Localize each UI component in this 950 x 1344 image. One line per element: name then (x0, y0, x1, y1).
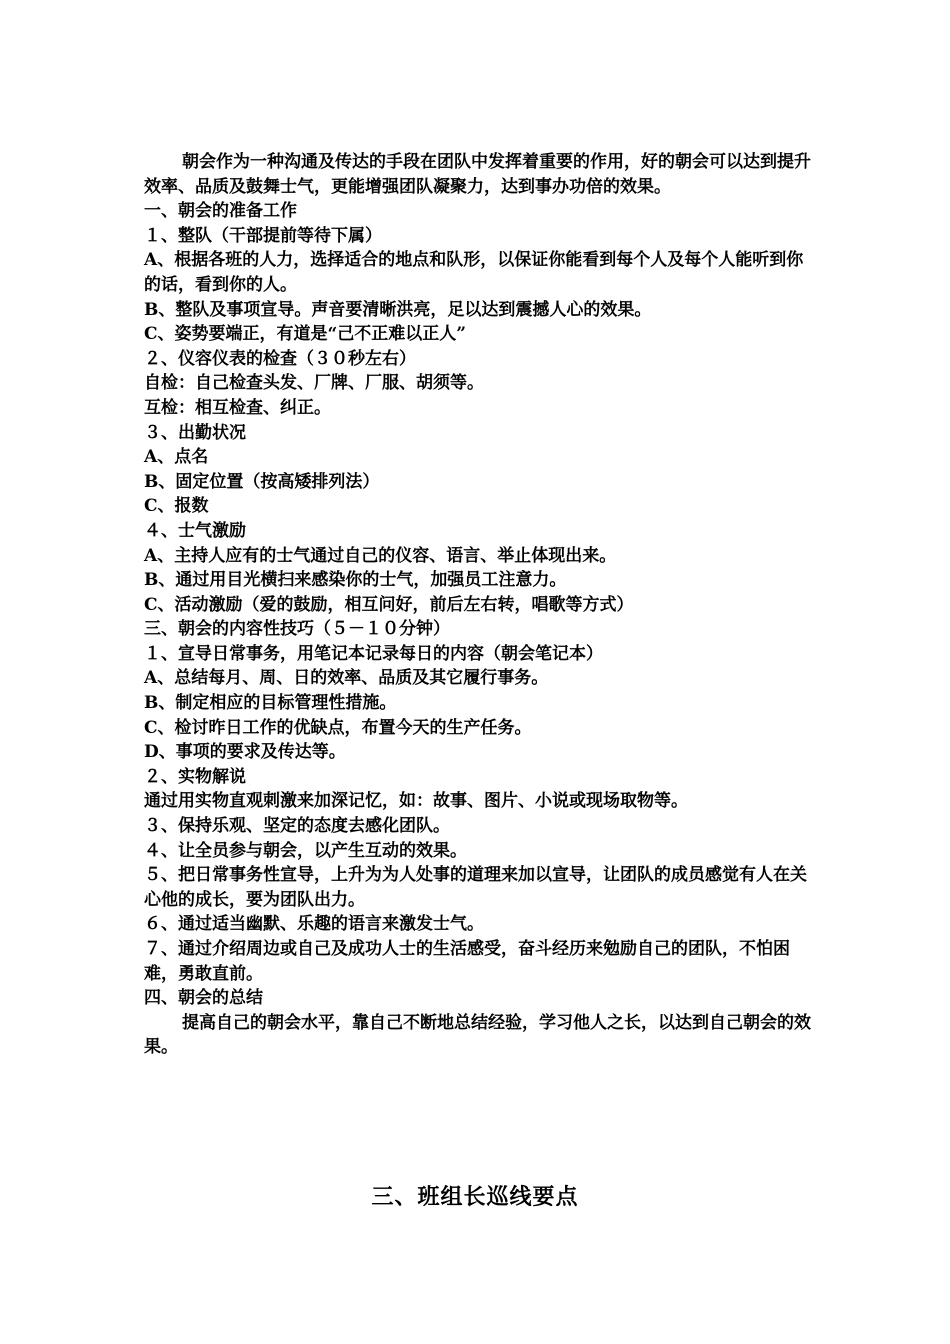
document-paragraph: 通过用实物直观刺激来加深记忆，如：故事、图片、小说或现场取物等。 (144, 791, 688, 812)
document-paragraph: ２、仪容仪表的检查（３０秒左右） (144, 348, 416, 369)
document-paragraph: １、整队（干部提前等待下属） (144, 225, 382, 246)
document-paragraph: ４、士气激励 (144, 520, 246, 541)
section-title: 三、班组长巡线要点 (371, 1184, 579, 1210)
document-paragraph: 互检：相互检查、纠正。 (144, 397, 331, 418)
document-paragraph: 四、朝会的总结 (144, 988, 263, 1009)
document-paragraph: ５、把日常事务性宣导，上升为为人处事的道理来加以宣导，让团队的成员感觉有人在关心他的成长，要为团队出力。 (144, 865, 807, 910)
document-paragraph: ４、让全员参与朝会，以产生互动的效果。 (144, 840, 467, 861)
document-paragraph: B、通过用目光横扫来感染你的士气，加强员工注意力。 (144, 570, 567, 591)
document-paragraph: C、报数 (144, 496, 209, 517)
document-paragraph: C、检讨昨日工作的优缺点，布置今天的生产任务。 (144, 717, 532, 738)
document-paragraph: １、宣导日常事务，用笔记本记录每日的内容（朝会笔记本） (144, 643, 603, 664)
document-paragraph: 提高自己的朝会水平，靠自己不断地总结经验，学习他人之长，以达到自己朝会的效果。 (144, 1012, 811, 1058)
document-paragraph: B、制定相应的目标管理性措施。 (144, 693, 397, 714)
document-paragraph: C、姿势要端正，有道是“己不正难以正人” (144, 324, 467, 345)
document-paragraph: A、根据各班的人力，选择适合的地点和队形，以保证你能看到每个人及每个人能听到你的话，看到你的人。 (144, 250, 804, 295)
document-paragraph: 三、朝会的内容性技巧（５－１０分钟） (144, 619, 450, 640)
document-paragraph: C、活动激励（爱的鼓励，相互问好，前后左右转，唱歌等方式） (144, 594, 634, 615)
document-paragraph: A、主持人应有的士气通过自己的仪容、语言、举止体现出来。 (144, 545, 617, 566)
document-paragraph: 朝会作为一种沟通及传达的手段在团队中发挥着重要的作用，好的朝会可以达到提升效率、品质及鼓舞士气，更能增强团队凝聚力，达到事办功倍的效果。 (144, 152, 811, 197)
document-paragraph: ３、保持乐观、坚定的态度去感化团队。 (144, 816, 450, 837)
document-paragraph: A、总结每月、周、日的效率、品质及其它履行事务。 (144, 668, 549, 689)
document-paragraph: B、整队及事项宣导。声音要清晰洪亮，足以达到震撼人心的效果。 (144, 299, 652, 320)
document-paragraph: D、事项的要求及传达等。 (144, 742, 346, 763)
document-paragraph: ２、实物解说 (144, 766, 246, 787)
document-paragraph: B、固定位置（按高矮排列法） (144, 471, 380, 492)
document-body (144, 150, 816, 1060)
document-paragraph: ７、通过介绍周边或自己及成功人士的生活感受，奋斗经历来勉励自己的团队，不怕困难，勇敢直前。 (144, 939, 790, 984)
document-paragraph: ６、通过适当幽默、乐趣的语言来激发士气。 (144, 914, 484, 935)
document-paragraph: 一、朝会的准备工作 (144, 201, 297, 222)
document-paragraph: 自检：自己检查头发、厂牌、厂服、胡须等。 (144, 373, 484, 394)
document-paragraph: A、点名 (144, 447, 209, 468)
document-paragraph: ３、出勤状况 (144, 422, 246, 443)
